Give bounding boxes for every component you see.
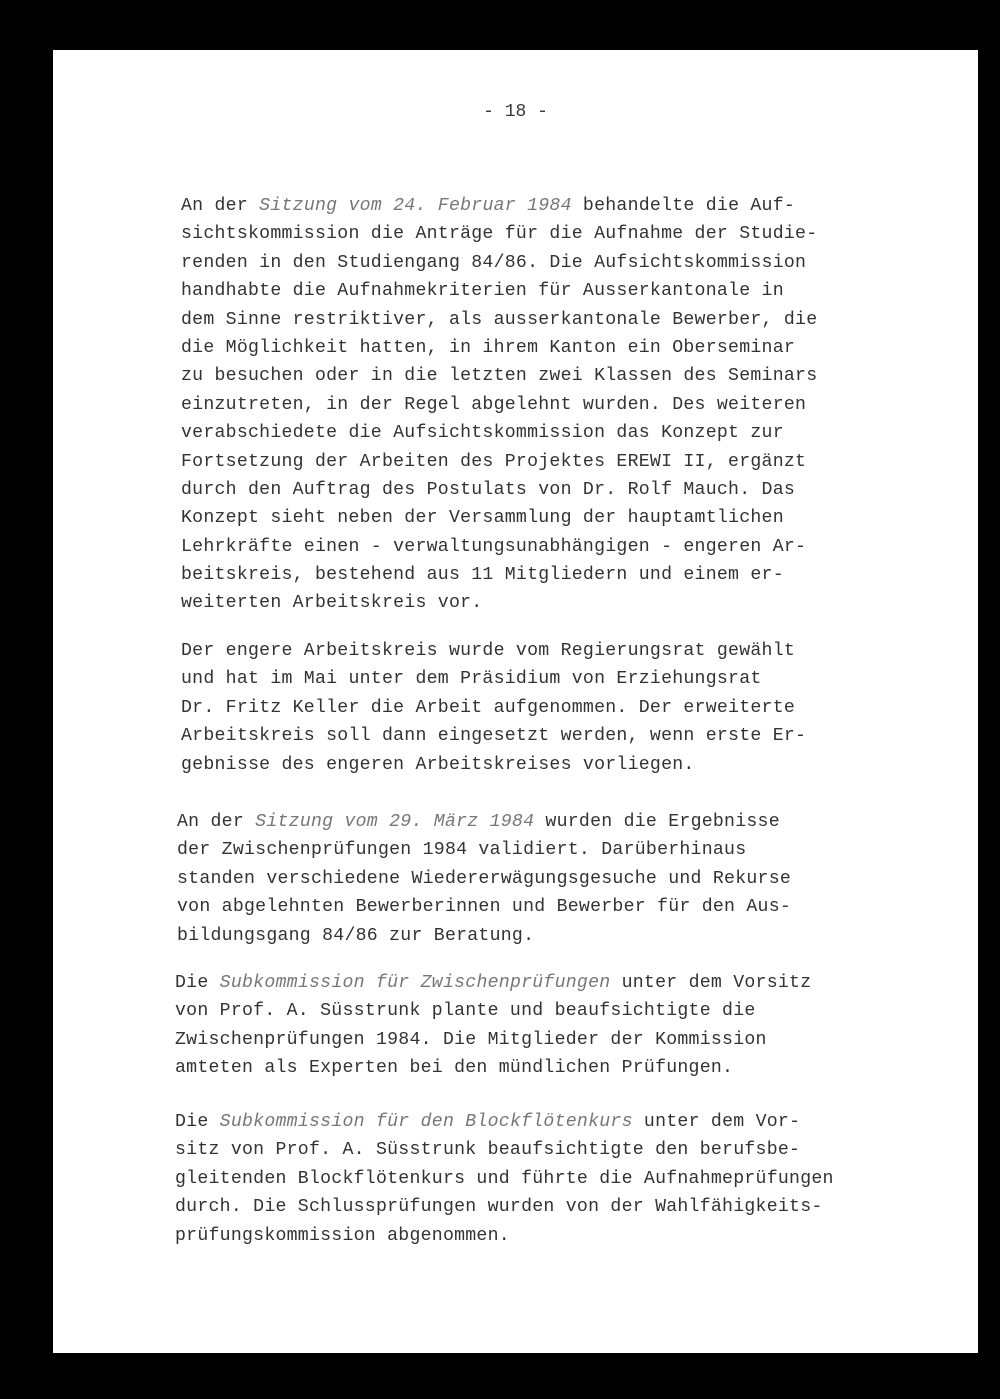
text-line [181, 637, 806, 665]
text-line [181, 504, 817, 532]
text-line [181, 192, 817, 220]
text-run: der Zwischenprüfungen 1984 validiert. Darüberhinaus [177, 840, 747, 861]
text-run: gleitenden Blockflötenkurs und führte die Aufnahmeprüfungen [175, 1168, 834, 1189]
text-run: wurden die Ergebnisse [534, 812, 780, 832]
text-run: einzutreten, in der Regel abgelehnt wurden. Des weiteren [181, 394, 807, 415]
text-line [177, 808, 791, 836]
text-line [181, 277, 817, 305]
paragraph-3 [177, 808, 791, 950]
text-line [175, 1108, 834, 1136]
text-line [181, 448, 817, 476]
text-run: verabschiedete die Aufsichtskommission das Konzept zur [181, 423, 784, 444]
text-run: Arbeitskreis soll dann eingesetzt werden, wenn erste Er- [181, 726, 807, 747]
text-run: gebnisse des engeren Arbeitskreises vorliegen. [181, 754, 695, 775]
text-run: standen verschiedene Wiedererwägungsgesuche und Rekurse [177, 868, 792, 889]
paragraph-4 [175, 969, 811, 1083]
text-run: die Möglichkeit hatten, in ihrem Kanton ein Oberseminar [181, 337, 796, 358]
text-run: Die [175, 1112, 220, 1132]
text-line [175, 969, 811, 997]
text-run: Der engere Arbeitskreis wurde vom Regierungsrat gewählt [181, 641, 796, 661]
text-run: sichtskommission die Anträge für die Aufnahme der Studie- [181, 224, 818, 245]
text-line [181, 334, 817, 362]
italic-emphasis: Subkommission für Zwischenprüfungen [219, 973, 611, 993]
text-line [181, 476, 817, 504]
text-run: Konzept sieht neben der Versammlung der hauptamtlichen [181, 508, 784, 529]
text-line [181, 751, 806, 779]
text-run: handhabte die Aufnahmekriterien für Ausserkantonale in [181, 281, 784, 302]
italic-emphasis: Sitzung vom 24. Februar 1984 [259, 196, 572, 216]
text-line [175, 1165, 834, 1193]
paragraph-2 [181, 637, 806, 779]
text-run: Lehrkräfte einen - verwaltungsunabhängigen - engeren Ar- [181, 536, 807, 557]
text-line [181, 722, 806, 750]
text-run: und hat im Mai unter dem Präsidium von Erziehungsrat [181, 669, 762, 690]
text-run: von abgelehnten Bewerberinnen und Bewerber für den Aus- [177, 897, 792, 918]
text-line [175, 1136, 834, 1164]
text-line [181, 561, 817, 589]
text-line [177, 836, 791, 864]
text-line [181, 249, 817, 277]
text-line [177, 865, 791, 893]
italic-emphasis: Sitzung vom 29. März 1984 [255, 812, 535, 832]
text-line [177, 893, 791, 921]
text-run: Fortsetzung der Arbeiten des Projektes EREWI II, ergänzt [181, 451, 807, 472]
text-run: dem Sinne restriktiver, als ausserkantonale Bewerber, die [181, 309, 818, 330]
text-line [181, 220, 817, 248]
text-line [181, 362, 817, 390]
text-run: von Prof. A. Süsstrunk plante und beaufsichtigte die [175, 1001, 756, 1022]
text-line [177, 922, 791, 950]
text-line [181, 589, 817, 617]
text-line [181, 306, 817, 334]
document-page [53, 50, 978, 1353]
text-run: weiterten Arbeitskreis vor. [181, 593, 483, 614]
text-run: Zwischenprüfungen 1984. Die Mitglieder der Kommission [175, 1029, 767, 1050]
text-run: unter dem Vorsitz [610, 973, 812, 993]
text-run: sitz von Prof. A. Süsstrunk beaufsichtigte den berufsbe- [175, 1140, 801, 1161]
text-run: An der [177, 812, 256, 832]
text-run: beitskreis, bestehend aus 11 Mitgliedern und einem er- [181, 565, 784, 586]
italic-emphasis: Subkommission für den Blockflötenkurs [219, 1112, 633, 1132]
text-run: renden in den Studiengang 84/86. Die Aufsichtskommission [181, 252, 807, 273]
text-line [175, 1193, 834, 1221]
text-run: prüfungskommission abgenommen. [175, 1225, 510, 1246]
text-run: durch den Auftrag des Postulats von Dr. Rolf Mauch. Das [181, 479, 796, 500]
text-line [175, 997, 811, 1025]
text-run: amteten als Experten bei den mündlichen Prüfungen. [175, 1058, 734, 1079]
text-run: Dr. Fritz Keller die Arbeit aufgenommen. Der erweiterte [181, 697, 796, 718]
text-run: bildungsgang 84/86 zur Beratung. [177, 925, 535, 946]
text-run: zu besuchen oder in die letzten zwei Klassen des Seminars [181, 366, 818, 387]
text-run: unter dem Vor- [632, 1112, 801, 1132]
text-line [181, 665, 806, 693]
text-line [175, 1026, 811, 1054]
text-line [175, 1054, 811, 1082]
text-line [181, 419, 817, 447]
page-number: - 18 - [483, 102, 548, 122]
text-line [181, 694, 806, 722]
paragraph-5 [175, 1108, 834, 1250]
text-line [181, 391, 817, 419]
text-line [175, 1222, 834, 1250]
text-run: Die [175, 973, 220, 993]
text-line [181, 533, 817, 561]
paragraph-1 [181, 192, 817, 618]
text-run: An der [181, 196, 260, 216]
text-run: behandelte die Auf- [571, 196, 796, 216]
text-run: durch. Die Schlussprüfungen wurden von der Wahlfähigkeits- [175, 1197, 823, 1218]
